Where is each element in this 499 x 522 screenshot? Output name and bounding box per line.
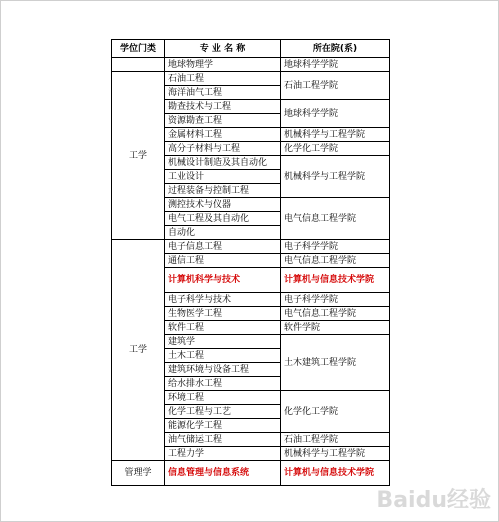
department-cell: 电子科学学院 [281,293,390,307]
major-cell: 金属材料工程 [165,128,281,142]
major-cell: 软件工程 [165,321,281,335]
major-cell: 自动化 [165,226,281,240]
major-cell: 测控技术与仪器 [165,198,281,212]
major-cell: 电气工程及其自动化 [165,212,281,226]
major-cell: 勘查技术与工程 [165,100,281,114]
table-row [112,72,390,86]
major-cell: 化学工程与工艺 [165,405,281,419]
major-cell: 环境工程 [165,391,281,405]
department-cell: 电子科学学院 [281,240,390,254]
major-cell: 过程装备与控制工程 [165,184,281,198]
major-cell: 高分子材料与工程 [165,142,281,156]
major-cell: 电子信息工程 [165,240,281,254]
major-cell: 电子科学与技术 [165,293,281,307]
header-department: 所在院(系) [281,40,390,58]
category-cell: 管理学 [112,461,165,486]
header-category: 学位门类 [112,40,165,58]
department-cell: 化学化工学院 [281,391,390,433]
major-cell: 生物医学工程 [165,307,281,321]
major-cell: 能源化学工程 [165,419,281,433]
major-cell: 建筑学 [165,335,281,349]
header-major: 专 业 名 称 [165,40,281,58]
major-cell: 建筑环境与设备工程 [165,363,281,377]
department-cell: 地球科学学院 [281,58,390,72]
department-cell: 地球科学学院 [281,100,390,128]
major-cell: 给水排水工程 [165,377,281,391]
header-row [112,40,390,58]
major-cell: 土木工程 [165,349,281,363]
major-cell: 地球物理学 [165,58,281,72]
major-cell: 资源勘查工程 [165,114,281,128]
major-cell: 石油工程 [165,72,281,86]
department-cell: 石油工程学院 [281,433,390,447]
major-cell-highlighted: 信息管理与信息系统 [165,461,281,486]
major-cell: 工程力学 [165,447,281,461]
department-cell: 电气信息工程学院 [281,198,390,240]
department-cell: 石油工程学院 [281,72,390,100]
department-cell: 土木建筑工程学院 [281,335,390,391]
table-row [112,240,390,254]
major-cell: 通信工程 [165,254,281,268]
department-cell: 电气信息工程学院 [281,254,390,268]
majors-table [111,39,390,486]
baidu-watermark: Baidu经验 [376,488,491,513]
department-cell: 电气信息工程学院 [281,307,390,321]
category-cell: 工学 [112,240,165,461]
major-cell: 海洋油气工程 [165,86,281,100]
department-cell: 化学化工学院 [281,142,390,156]
table-row-highlighted [112,461,390,486]
category-cell [112,58,165,72]
department-cell-highlighted: 计算机与信息技术学院 [281,268,390,293]
major-cell: 机械设计制造及其自动化 [165,156,281,170]
department-cell-highlighted: 计算机与信息技术学院 [281,461,390,486]
category-cell: 工学 [112,72,165,240]
department-cell: 机械科学与工程学院 [281,128,390,142]
department-cell: 软件学院 [281,321,390,335]
table-row [112,58,390,72]
major-cell-highlighted: 计算机科学与技术 [165,268,281,293]
major-cell: 工业设计 [165,170,281,184]
department-cell: 机械科学与工程学院 [281,156,390,198]
major-cell: 油气储运工程 [165,433,281,447]
department-cell: 机械科学与工程学院 [281,447,390,461]
